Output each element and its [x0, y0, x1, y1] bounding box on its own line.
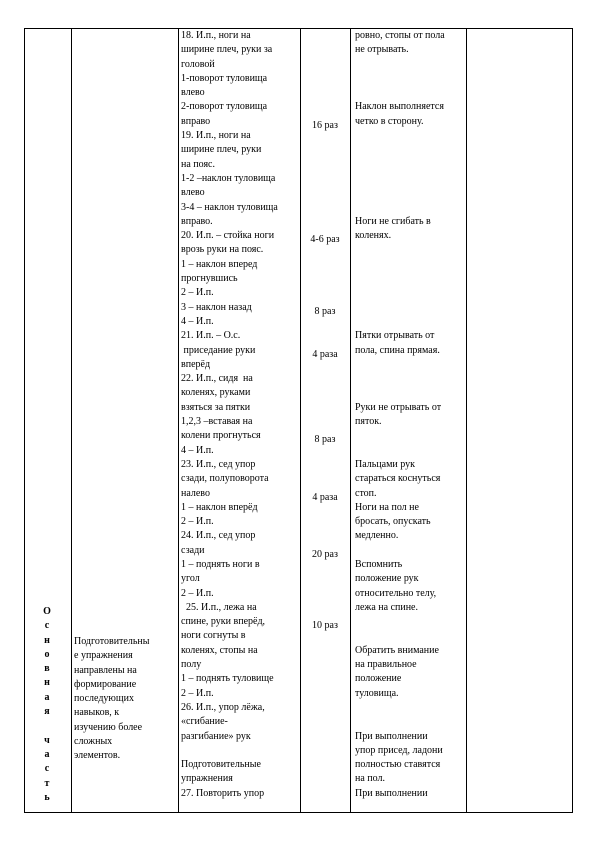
note-line: [355, 158, 465, 172]
section-letter: [24, 719, 70, 733]
note-line: положение рук: [355, 573, 419, 585]
note-line: [355, 358, 465, 372]
description-line: изучению более: [74, 721, 143, 733]
exercise-line: колени прогнуться: [181, 430, 261, 442]
section-letter: т: [44, 777, 50, 789]
section-letter: а: [44, 691, 50, 703]
table-col-divider: [71, 28, 72, 813]
exercise-line: 4 – И.п.: [181, 315, 214, 327]
exercise-line: вправо.: [181, 215, 213, 227]
note-line: относительно телу,: [355, 587, 437, 599]
note-line: пяток.: [355, 416, 382, 428]
note-line: лежа на спине.: [355, 601, 418, 613]
note-line: [355, 186, 465, 200]
exercise-line: 1 – наклон вперед: [181, 258, 258, 270]
note-line: на пол.: [355, 773, 385, 785]
note-line: не отрывать.: [355, 44, 409, 56]
exercise-line: 2 – И.п.: [181, 587, 214, 599]
exercise-line: сзади, полуповорота: [181, 473, 269, 485]
note-line: [355, 258, 465, 272]
note-line: положение: [355, 673, 402, 685]
description-line: последующих: [74, 693, 134, 705]
exercise-line: вправо: [181, 115, 211, 127]
repetition-count: 10 раз: [312, 620, 338, 632]
exercise-line: прогнувшись: [181, 273, 238, 285]
methodical-notes: [355, 29, 465, 801]
exercise-line: влево: [181, 87, 205, 99]
section-letter: О: [43, 606, 51, 617]
note-line: [355, 301, 465, 315]
note-line: [355, 129, 465, 143]
note-line: упор присед, ладони: [355, 744, 443, 756]
exercise-line: 1-2 –наклон туловища: [181, 172, 276, 184]
section-letter: н: [44, 677, 50, 689]
exercise-line: взяться за пятки: [181, 401, 251, 413]
note-line: ровно, стопы от пола: [355, 30, 445, 41]
exercise-line: ширине плеч, руки: [181, 144, 262, 156]
note-line: [355, 243, 465, 257]
note-line: Наклон выполняется: [355, 101, 444, 113]
description-line: направлены на: [74, 664, 137, 676]
exercise-group-description: [74, 635, 174, 764]
repetition-count: 8 раз: [314, 434, 336, 446]
note-line: [355, 86, 465, 100]
exercise-line: 20. И.п. – стойка ноги: [181, 230, 275, 242]
note-line: на правильное: [355, 659, 417, 671]
exercise-line: 1 – наклон вперёд: [181, 501, 258, 513]
note-line: коленях.: [355, 230, 392, 242]
note-line: [355, 58, 465, 72]
exercise-line: 2 – И.п.: [181, 516, 214, 528]
note-line: бросать, опускать: [355, 516, 431, 528]
repetition-count: 4 раза: [312, 491, 338, 503]
note-line: [355, 315, 465, 329]
exercise-line: 24. И.п., сед упор: [181, 530, 256, 542]
note-line: При выполнении: [355, 787, 428, 799]
note-line: [355, 615, 465, 629]
exercise-line: коленях, стопы на: [181, 644, 258, 656]
exercise-line: 21. И.п. – О.с.: [181, 330, 241, 342]
exercise-list: [181, 29, 299, 801]
section-letter: с: [44, 620, 50, 632]
note-line: [355, 201, 465, 215]
exercise-line: 23. И.п., сед упор: [181, 458, 256, 470]
note-line: [355, 272, 465, 286]
exercise-line: коленях, руками: [181, 387, 251, 399]
note-line: [355, 701, 465, 715]
exercise-line: вперёд: [181, 358, 211, 370]
section-label-vertical: [24, 605, 70, 805]
exercise-line: спине, руки вперёд,: [181, 616, 266, 628]
exercise-line: 19. И.п., ноги на: [181, 130, 251, 142]
note-line: туловища.: [355, 687, 399, 699]
note-line: пола, спина прямая.: [355, 344, 440, 356]
exercise-line: 2 – И.п.: [181, 687, 214, 699]
note-line: четко в сторону.: [355, 115, 424, 127]
note-line: [355, 143, 465, 157]
table-col-divider: [350, 28, 351, 813]
exercise-line: влево: [181, 187, 205, 199]
exercise-line: 1,2,3 –вставая на: [181, 416, 253, 428]
section-letter: а: [44, 748, 50, 760]
table-col-divider: [178, 28, 179, 813]
description-line: навыков, к: [74, 707, 120, 719]
repetition-count: 20 раз: [312, 548, 338, 560]
description-line: сложных: [74, 736, 113, 748]
note-line: [355, 429, 465, 443]
exercise-line: 3 – наклон назад: [181, 301, 252, 313]
exercise-line: головой: [181, 58, 215, 70]
section-letter: в: [44, 663, 50, 675]
exercise-line: Подготовительные: [181, 759, 261, 771]
note-line: [355, 544, 465, 558]
note-line: [355, 629, 465, 643]
exercise-line: 1-поворот туловища: [181, 72, 268, 84]
section-letter: о: [44, 648, 50, 660]
note-line: Вспомнить: [355, 558, 403, 570]
repetition-counts: [300, 29, 350, 809]
exercise-line: 1 – поднять ноги в: [181, 558, 260, 570]
repetition-count: 16 раз: [312, 119, 338, 131]
exercise-line: 2-поворот туловища: [181, 101, 268, 113]
section-letter: ь: [44, 791, 50, 803]
exercise-line: на пояс.: [181, 158, 215, 170]
table-border-bottom: [24, 812, 573, 813]
exercise-line: разгибание» рук: [181, 730, 251, 742]
exercise-line: 2 – И.п.: [181, 287, 214, 299]
note-line: Обратить внимание: [355, 644, 439, 656]
note-line: стараться коснуться: [355, 473, 441, 485]
note-line: При выполнении: [355, 730, 428, 742]
note-line: стоп.: [355, 487, 377, 499]
section-letter: н: [44, 634, 50, 646]
exercise-line: 18. И.п., ноги на: [181, 30, 251, 41]
exercise-line: полу: [181, 659, 202, 671]
exercise-line: 27. Повторить упор: [181, 787, 265, 799]
exercise-line: ширине плеч, руки за: [181, 44, 273, 56]
note-line: [355, 386, 465, 400]
description-line: формирование: [74, 678, 137, 690]
note-line: [355, 286, 465, 300]
repetition-count: 4-6 раз: [310, 234, 340, 246]
exercise-line: 25. И.п., лежа на: [181, 601, 257, 613]
exercise-line: приседание руки: [181, 344, 256, 356]
description-line: Подготовительны: [74, 636, 150, 647]
exercise-line: 26. И.п., упор лёжа,: [181, 701, 265, 713]
note-line: полностью ставятся: [355, 759, 441, 771]
exercise-line: [181, 744, 299, 758]
exercise-line: 3-4 – наклон туловища: [181, 201, 278, 213]
description-line: е упражнения: [74, 650, 133, 662]
repetition-count: 4 раза: [312, 348, 338, 360]
exercise-line: упражнения: [181, 773, 233, 785]
note-line: [355, 372, 465, 386]
exercise-line: ноги согнуты в: [181, 630, 246, 642]
exercise-line: 1 – поднять туловище: [181, 673, 274, 685]
table-border-right: [572, 28, 573, 813]
note-line: Пятки отрывать от: [355, 330, 435, 342]
note-line: Руки не отрывать от: [355, 401, 442, 413]
note-line: [355, 172, 465, 186]
exercise-line: 22. И.п., сидя на: [181, 373, 253, 385]
repetition-count: 8 раз: [314, 305, 336, 317]
exercise-line: сзади: [181, 544, 205, 556]
section-letter: я: [44, 706, 50, 718]
note-line: [355, 72, 465, 86]
note-line: Ноги на пол не: [355, 501, 419, 513]
note-line: Ноги не сгибать в: [355, 215, 431, 227]
exercise-line: налево: [181, 487, 210, 499]
exercise-line: 4 – И.п.: [181, 444, 214, 456]
description-line: элементов.: [74, 750, 121, 762]
exercise-line: угол: [181, 573, 200, 585]
section-letter: с: [44, 763, 50, 775]
exercise-line: врозь руки на пояс.: [181, 244, 264, 256]
section-letter: ч: [44, 734, 50, 746]
table-col-divider: [466, 28, 467, 813]
note-line: медленно.: [355, 530, 399, 542]
exercise-line: «сгибание-: [181, 716, 228, 728]
note-line: [355, 715, 465, 729]
note-line: Пальцами рук: [355, 458, 415, 470]
note-line: [355, 444, 465, 458]
